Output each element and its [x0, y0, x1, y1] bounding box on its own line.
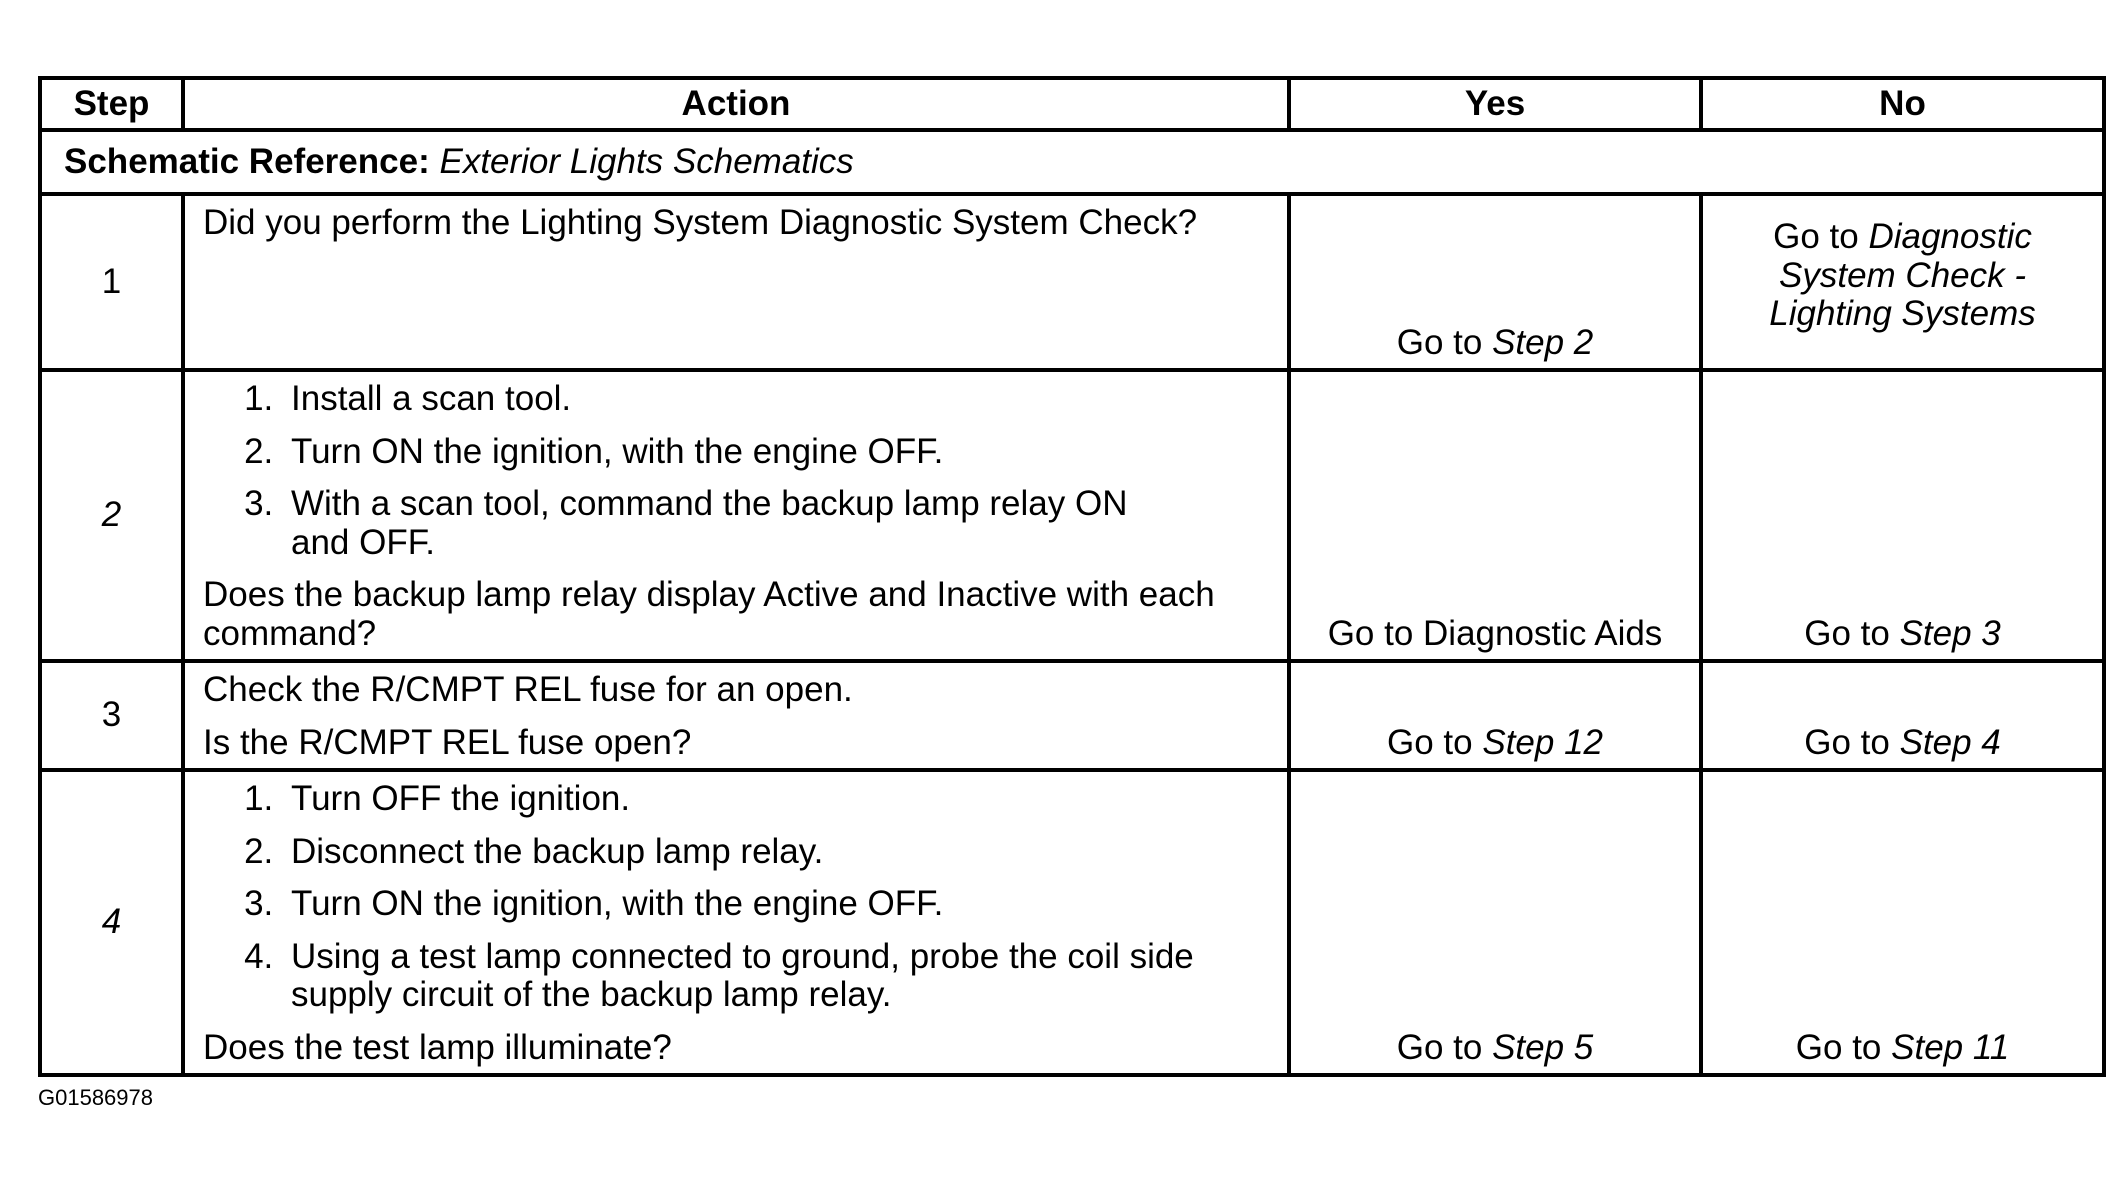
yes-cell: [1289, 194, 1701, 370]
diagnostic-table: [38, 76, 2106, 1077]
yes-link[interactable]: Go to Diagnostic Aids: [1327, 613, 1663, 653]
action-cell: [183, 770, 1289, 1075]
substep-list: [203, 380, 1267, 562]
no-prefix: Go to: [1804, 722, 1890, 762]
yes-link[interactable]: Step 5: [1492, 1027, 1594, 1067]
yes-link[interactable]: Step 12: [1482, 722, 1603, 762]
no-prefix: Go to: [1804, 613, 1890, 653]
header-step: Step: [40, 78, 183, 130]
yes-link[interactable]: Step 2: [1492, 322, 1594, 362]
schematic-reference: [40, 130, 2104, 194]
yes-prefix: Go to: [1396, 1027, 1483, 1067]
no-cell: [1701, 370, 2104, 661]
action-instruction: Check the R/CMPT REL fuse for an open.: [203, 670, 853, 709]
action-cell: [183, 370, 1289, 661]
yes-prefix: Go to: [1387, 722, 1473, 762]
yes-cell: [1289, 661, 1701, 770]
no-link[interactable]: Diagnostic: [1868, 217, 2032, 257]
step-number: 4: [40, 770, 183, 1075]
header-action: Action: [183, 78, 1289, 130]
table-row-step-1: [40, 194, 2104, 370]
step-number: 3: [40, 661, 183, 770]
substep: 1. Turn OFF the ignition.: [283, 780, 1267, 819]
no-link[interactable]: Step 3: [1899, 613, 2001, 653]
action-question: Does the test lamp illuminate?: [203, 1027, 672, 1067]
substep: 1. Install a scan tool.: [283, 380, 1267, 419]
yes-prefix: Go to: [1396, 322, 1483, 362]
no-link-cont[interactable]: System Check -: [1779, 255, 2026, 295]
yes-cell: [1289, 370, 1701, 661]
no-cell: [1701, 770, 2104, 1075]
no-link[interactable]: Step 4: [1899, 722, 2001, 762]
no-cell: [1701, 194, 2104, 370]
schematic-reference-row: [40, 130, 2104, 194]
no-link[interactable]: Step 11: [1891, 1027, 2010, 1067]
schematic-reference-link[interactable]: Exterior Lights Schematics: [439, 141, 854, 181]
table-row-step-4: [40, 770, 2104, 1075]
substep: 2. Disconnect the backup lamp relay.: [283, 833, 1267, 872]
figure-id: G01586978: [38, 1085, 153, 1110]
no-prefix: Go to: [1795, 1027, 1882, 1067]
substep: 3. Turn ON the ignition, with the engine OFF.: [283, 885, 1267, 924]
substep: 2. Turn ON the ignition, with the engine OFF.: [283, 433, 1267, 472]
substep: 4. Using a test lamp connected to ground, probe the coil side supply circuit of the backup lamp relay.: [283, 938, 1267, 1015]
no-link-cont[interactable]: Lighting Systems: [1769, 294, 2036, 334]
no-prefix: Go to: [1773, 217, 1859, 257]
schematic-reference-label: Schematic Reference:: [64, 141, 430, 181]
action-question: Does the backup lamp relay display Active and Inactive with each command?: [203, 575, 1215, 653]
table-row-step-2: [40, 370, 2104, 661]
yes-cell: [1289, 770, 1701, 1075]
action-cell: [183, 194, 1289, 370]
header-no: No: [1701, 78, 2104, 130]
action-question: Is the R/CMPT REL fuse open?: [203, 722, 692, 762]
no-cell: [1701, 661, 2104, 770]
action-question: Did you perform the Lighting System Diagnostic System Check?: [203, 203, 1198, 242]
table-row-step-3: [40, 661, 2104, 770]
step-number: 2: [40, 370, 183, 661]
substep: 3. With a scan tool, command the backup lamp relay ON and OFF.: [283, 485, 1267, 562]
step-number: 1: [40, 194, 183, 370]
substep-list: [203, 780, 1267, 1015]
header-row: [40, 78, 2104, 130]
action-cell: [183, 661, 1289, 770]
header-yes: Yes: [1289, 78, 1701, 130]
